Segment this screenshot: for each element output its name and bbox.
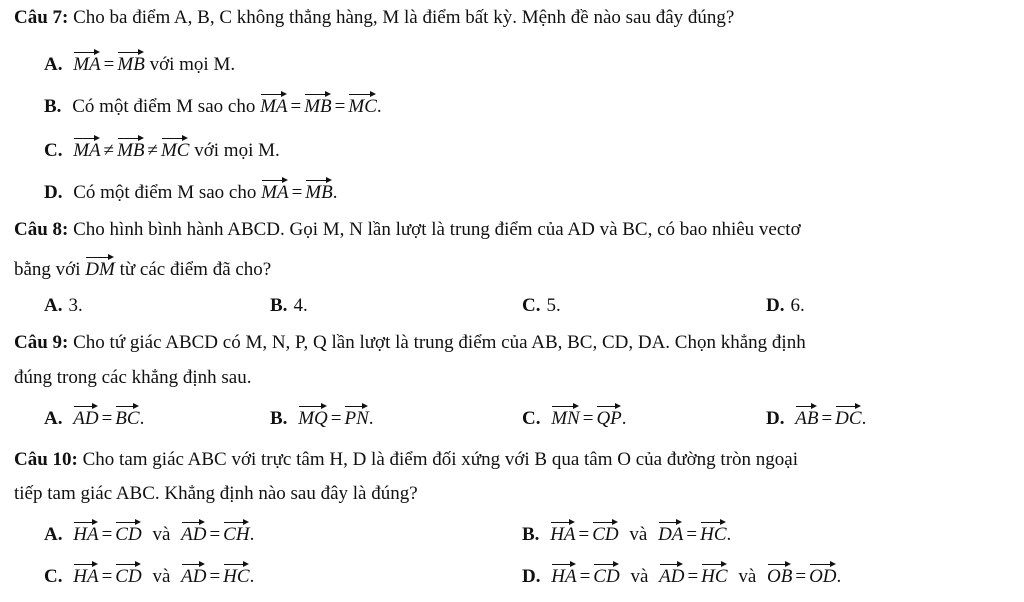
option-letter: A. [44,408,63,429]
vector-expression: MQ [298,404,328,428]
question-10-stem: Câu 10: Cho tam giác ABC với trực tâm H, D là điểm đối xứng với B qua tâm O của đường tròn ngoại [14,449,799,470]
vector-expression: MB [305,178,332,202]
vector-expression: OD [809,562,836,586]
vector-expression: CD [593,562,619,586]
vector-expression: AD [73,404,98,428]
option-letter: C. [44,566,63,587]
option-letter: D. [522,566,541,587]
question-9-label: Câu 9: [14,332,69,353]
vector-expression: HC [701,562,727,586]
vector-expression: AD [181,562,206,586]
q10-option-c[interactable]: C. HA = CD và AD = HC. [44,562,254,589]
q10-option-b[interactable]: B. HA = CD và DA = HC. [522,520,731,547]
option-letter: C. [522,408,541,429]
q8-option-d[interactable]: D. 6. [766,295,805,316]
question-8-stem: Câu 8: Cho hình bình hành ABCD. Gọi M, N lần lượt là trung điểm của AD và BC, có bao nhiêu vectơ [14,219,801,240]
vector-expression: AB [795,404,818,428]
option-letter: B. [270,408,288,429]
vector-expression: HA [551,562,576,586]
question-9-stem-cont: đúng trong các khẳng định sau. [14,367,252,388]
vector-expression: CD [115,562,141,586]
q7-option-a[interactable]: A. MA = MB với mọi M. [44,50,235,77]
vector-expression: MB [117,50,144,74]
vector-expression: MC [348,92,377,116]
question-7-stem [14,6,734,30]
vector-expression: BC [115,404,139,428]
vector-expression: CD [592,520,618,544]
vector-expression: HA [73,562,98,586]
vector-expression: MC [161,136,190,160]
question-7-text: Cho ba điểm A, B, C không thẳng hàng, M là điểm bất kỳ. Mệnh đề nào sau đây đúng? [73,7,735,28]
q9-option-a[interactable]: A. AD = BC. [44,404,144,431]
vector-expression: CD [115,520,141,544]
vector-expression: MA [261,178,288,202]
q9-option-c[interactable]: C. MN = QP. [522,404,627,431]
vector-expression: MA [73,50,100,74]
option-letter: A. [44,295,63,316]
vector-expression: MB [304,92,331,116]
option-letter: D. [44,182,63,203]
option-letter: A. [44,54,63,75]
vector-expression: MA [260,92,287,116]
question-8-label: Câu 8: [14,219,69,240]
question-9-stem: Câu 9: Cho tứ giác ABCD có M, N, P, Q lần lượt là trung điểm của AB, BC, CD, DA. Chọn khẳng định [14,332,806,353]
option-letter: D. [766,295,785,316]
vector-expression: HC [223,562,249,586]
question-7-label: Câu 7: [14,7,69,28]
vector-expression: HA [550,520,575,544]
q8-option-c[interactable]: C. 5. [522,295,561,316]
vector-expression: AD [659,562,684,586]
q7-option-d[interactable]: D. Có một điểm M sao cho MA = MB. [44,178,337,205]
option-letter: A. [44,524,63,545]
vector-expression: PN [344,404,368,428]
vector-expression: QP [596,404,621,428]
vector-expression: HC [700,520,726,544]
q9-option-b[interactable]: B. MQ = PN. [270,404,374,431]
question-8-stem-cont: bằng với DM từ các điểm đã cho? [14,255,271,282]
q7-option-c[interactable]: C. MA ≠ MB ≠ MC với mọi M. [44,136,280,163]
option-letter: B. [522,524,540,545]
question-10-label: Câu 10: [14,449,78,470]
vector-expression: DC [835,404,861,428]
option-letter: B. [270,295,288,316]
vector-expression: MA [73,136,100,160]
option-letter: B. [44,96,62,117]
vector-expression: DM [85,255,115,279]
vector-expression: HA [73,520,98,544]
question-10-stem-cont: tiếp tam giác ABC. Khẳng định nào sau đây là đúng? [14,483,418,504]
option-letter: D. [766,408,785,429]
q8-option-b[interactable]: B. 4. [270,295,308,316]
option-letter: C. [44,140,63,161]
q8-option-a[interactable]: A. 3. [44,295,83,316]
vector-expression: AD [181,520,206,544]
option-letter: C. [522,295,541,316]
q7-option-b[interactable]: B. Có một điểm M sao cho MA = MB = MC. [44,92,382,119]
vector-expression: MB [117,136,144,160]
q10-option-d[interactable]: D. HA = CD và AD = HC và OB = OD. [522,562,841,589]
vector-expression: MN [551,404,580,428]
q10-option-a[interactable]: A. HA = CD và AD = CH. [44,520,254,547]
vector-expression: CH [223,520,249,544]
vector-expression: OB [767,562,792,586]
q9-option-d[interactable]: D. AB = DC. [766,404,866,431]
vector-expression: DA [658,520,683,544]
